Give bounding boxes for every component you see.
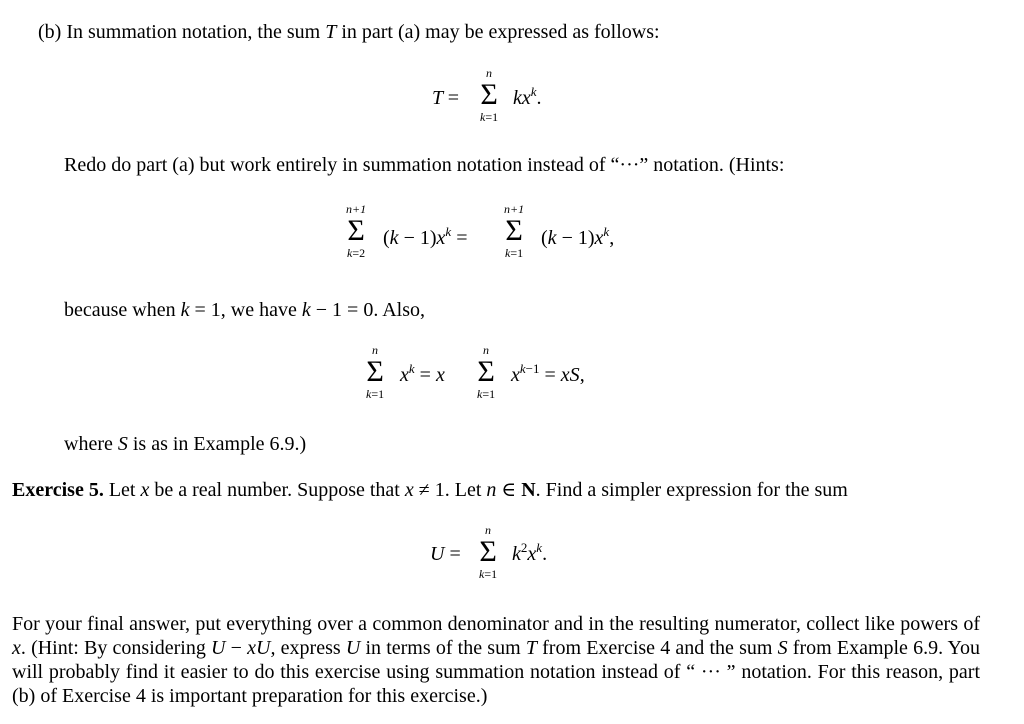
part-b-because: because when k = 1, we have k − 1 = 0. Also, (64, 299, 426, 321)
exercise-5-instructions: For your final answer, put everything over a common denominator and in the resulting numerator, collect like powers of x. (Hint: By considering U − xU, express U in terms of the sum T from Exercise 4 and the sum S from Example 6.9. You will probably find it easier to do this exercise using summation notation instead of “ ··· ” notation. For this reason, part (b) of Exercise 4 is important preparation for this exercise.) (12, 613, 980, 707)
exercise-5-heading: Exercise 5. (12, 479, 104, 501)
exercise-5-statement: Exercise 5. Let x be a real number. Suppose that x ≠ 1. Let n ∈ N. Find a simpler expression for the sum (12, 479, 848, 501)
part-b-intro: (b) In summation notation, the sum T in part (a) may be expressed as follows: (38, 21, 660, 43)
part-b-where: where S is as in Example 6.9.) (64, 433, 307, 455)
part-b-redo: Redo do part (a) but work entirely in summation notation instead of “···” notation. (Hints: (64, 154, 785, 176)
